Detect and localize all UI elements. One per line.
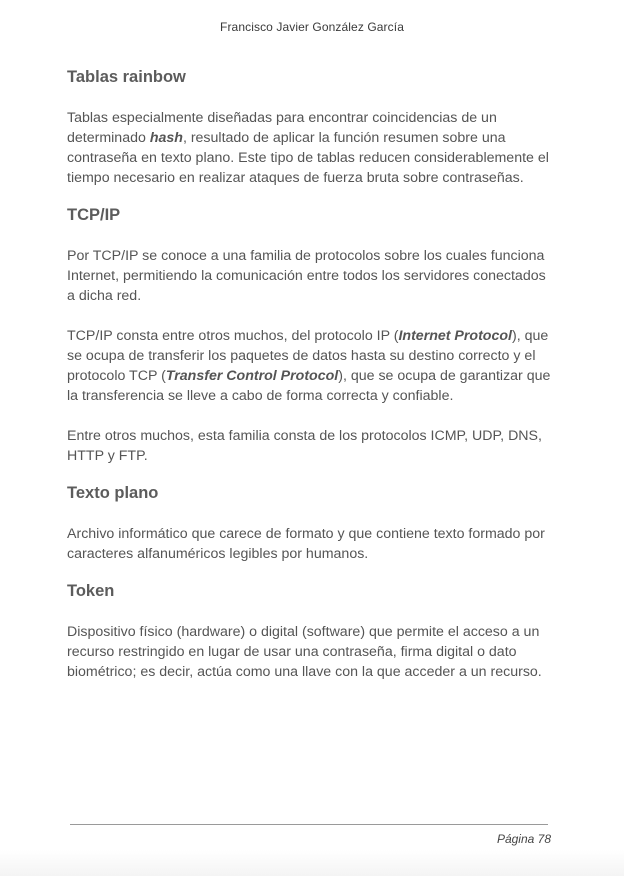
paragraph-token: Dispositivo físico (hardware) o digital (software) que permite el acceso a un recurso restringido en lugar de usar una contraseña, firma digital o dato biométrico; es decir, actúa como una llave con la que acceder a un recurso.: [67, 624, 542, 680]
paragraph-tcp-ip-2: [67, 326, 557, 406]
section-title-tablas-rainbow: Tablas rainbow: [67, 68, 186, 86]
text-run: TCP/IP consta entre otros muchos, del protocolo IP (: [67, 328, 399, 344]
paragraph-tcp-ip-1: Por TCP/IP se conoce a una familia de protocolos sobre los cuales funciona Internet, permitiendo la comunicación entre todos los servidores conectados a dicha red.: [67, 248, 546, 304]
section-title-tcp-ip: TCP/IP: [67, 206, 121, 224]
running-header: Francisco Javier González García: [220, 20, 404, 34]
paragraph-tablas-rainbow: [67, 108, 557, 188]
text-run: ), que se ocupa de transferir los paquetes de datos hasta su destino correcto y el protocolo TCP (: [67, 328, 549, 384]
page-bottom-shade: [0, 850, 624, 876]
paragraph-texto-plano: Archivo informático que carece de formato y que contiene texto formado por caracteres alfanuméricos legibles por humanos.: [67, 526, 545, 562]
text-run: , resultado de aplicar la función resumen sobre una contraseña en texto plano. Este tipo de tablas reducen considerablemente el tiempo necesario en realizar ataques de fuerza bruta sobre contraseñas.: [67, 130, 549, 186]
text-run: ), que se ocupa de garantizar que la transferencia se lleve a cabo de forma correcta y confiable.: [67, 368, 551, 404]
term-transfer-control-protocol: Transfer Control Protocol: [165, 368, 339, 384]
text-run: Tablas especialmente diseñadas para encontrar coincidencias de un determinado: [67, 110, 497, 146]
section-title-token: Token: [67, 582, 115, 600]
section-title-texto-plano: Texto plano: [67, 484, 159, 502]
term-hash: hash: [149, 130, 183, 146]
footer-divider: [70, 824, 548, 825]
paragraph-tcp-ip-3: Entre otros muchos, esta familia consta de los protocolos ICMP, UDP, DNS, HTTP y FTP.: [67, 428, 542, 464]
page-number: Página 78: [496, 832, 551, 846]
page-content: [67, 64, 557, 682]
term-internet-protocol: Internet Protocol: [398, 328, 512, 344]
